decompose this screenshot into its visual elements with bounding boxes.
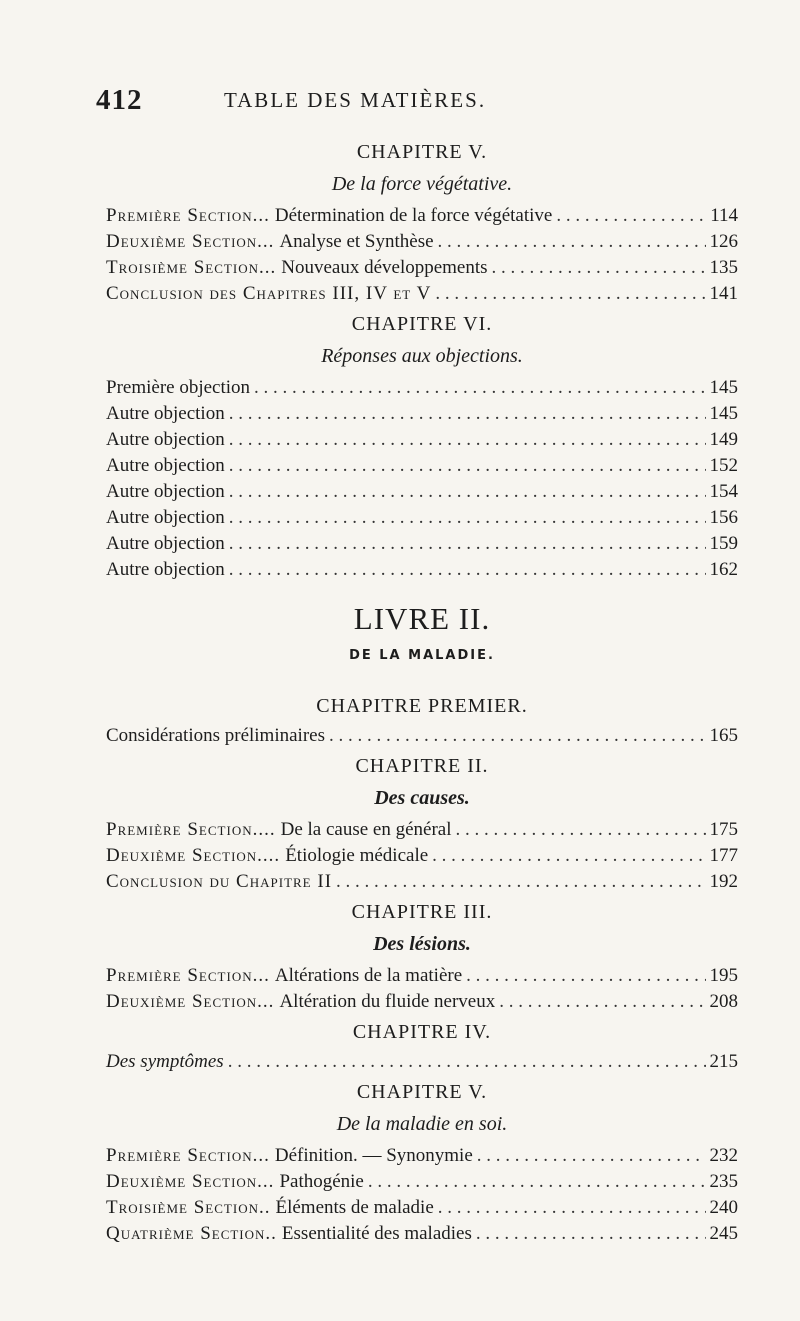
- section-label: Quatrième Section..: [106, 1223, 277, 1244]
- chapter-heading: CHAPITRE II.: [355, 755, 489, 777]
- dot-leader: [432, 843, 705, 869]
- dot-leader: [229, 401, 706, 427]
- toc-entry: [106, 843, 738, 869]
- entry-title: De la cause en général: [280, 819, 452, 840]
- section-label: Conclusion des Chapitres III, IV et V: [106, 283, 432, 304]
- entry-title: Essentialité des maladies: [281, 1223, 472, 1244]
- section-label: Deuxième Section...: [106, 991, 275, 1012]
- toc-entry: [106, 229, 738, 255]
- toc-entry: [106, 1143, 738, 1169]
- toc-entry: [106, 427, 738, 453]
- dot-leader: [556, 203, 706, 229]
- book-part-title: LIVRE II.: [353, 601, 491, 636]
- dot-leader: [254, 375, 705, 401]
- book-part-subtitle: DE LA MALADIE.: [349, 648, 495, 663]
- dot-leader: [229, 479, 706, 505]
- dot-leader: [438, 229, 706, 255]
- chapter-subtitle: Des lésions.: [373, 933, 471, 955]
- entry-page: 235: [709, 1171, 738, 1192]
- toc-entry: [106, 963, 738, 989]
- entry-title: Éléments de maladie: [275, 1197, 434, 1218]
- entry-page: 192: [709, 871, 738, 892]
- dot-leader: [492, 255, 706, 281]
- page-header: [96, 84, 756, 124]
- dot-leader: [438, 1195, 706, 1221]
- entry-page: 165: [709, 725, 738, 746]
- entry-title: Étiologie médicale: [285, 845, 429, 866]
- entry-page: 177: [709, 845, 738, 866]
- chapter-heading: CHAPITRE V.: [356, 1081, 488, 1103]
- toc-entry: [106, 1221, 738, 1247]
- entry-title: Altération du fluide nerveux: [279, 991, 496, 1012]
- entry-title: Des symptômes: [106, 1051, 224, 1072]
- section-label: Conclusion du Chapitre II: [106, 871, 333, 892]
- dot-leader: [435, 281, 705, 307]
- entry-page: 159: [709, 533, 738, 554]
- toc-entry: [106, 479, 738, 505]
- entry-page: 240: [709, 1197, 738, 1218]
- dot-leader: [456, 817, 706, 843]
- entry-title: Détermination de la force végétative: [274, 205, 553, 226]
- table-of-contents: [106, 135, 738, 1247]
- entry-page: 215: [709, 1051, 738, 1072]
- entry-page: 175: [709, 819, 738, 840]
- entry-page: 145: [709, 403, 738, 424]
- dot-leader: [228, 1049, 706, 1075]
- entry-title: Analyse et Synthèse: [279, 231, 434, 252]
- entry-title: Considérations préliminaires: [106, 725, 325, 746]
- dot-leader: [229, 505, 706, 531]
- toc-entry: [106, 1195, 738, 1221]
- section-label: Deuxième Section...: [106, 231, 275, 252]
- dot-leader: [229, 531, 706, 557]
- entry-title: Pathogénie: [279, 1171, 364, 1192]
- section-label: Troisième Section...: [106, 257, 277, 278]
- entry-title: Nouveaux développements: [281, 257, 488, 278]
- dot-leader: [229, 557, 706, 583]
- entry-page: 162: [709, 559, 738, 580]
- toc-entry: [106, 989, 738, 1015]
- toc-entry: [106, 453, 738, 479]
- dot-leader: [336, 869, 705, 895]
- entry-page: 145: [709, 377, 738, 398]
- dot-leader: [368, 1169, 706, 1195]
- toc-entry: [106, 723, 738, 749]
- dot-leader: [476, 1221, 706, 1247]
- entry-page: 126: [709, 231, 738, 252]
- entry-page: 149: [709, 429, 738, 450]
- section-label: Deuxième Section....: [106, 845, 281, 866]
- entry-title: Autre objection: [106, 455, 225, 476]
- toc-entry: [106, 557, 738, 583]
- entry-page: 156: [709, 507, 738, 528]
- dot-leader: [499, 989, 705, 1015]
- entry-title: Définition. — Synonymie: [274, 1145, 473, 1166]
- section-label: Première Section...: [106, 965, 270, 986]
- entry-page: 232: [709, 1145, 738, 1166]
- entry-title: Autre objection: [106, 559, 225, 580]
- entry-page: 195: [709, 965, 738, 986]
- section-label: Première Section...: [106, 1145, 270, 1166]
- page-number: 412: [96, 84, 143, 116]
- section-label: Première Section...: [106, 205, 270, 226]
- entry-page: 152: [709, 455, 738, 476]
- dot-leader: [466, 963, 705, 989]
- toc-entry: [106, 531, 738, 557]
- toc-entry: [106, 869, 738, 895]
- dot-leader: [229, 427, 706, 453]
- entry-page: 245: [709, 1223, 738, 1244]
- chapter-heading: CHAPITRE PREMIER.: [316, 695, 528, 717]
- dot-leader: [477, 1143, 706, 1169]
- entry-title: Première objection: [106, 377, 251, 398]
- toc-entry: [106, 401, 738, 427]
- section-label: Troisième Section..: [106, 1197, 271, 1218]
- toc-entry: [106, 203, 738, 229]
- toc-entry: [106, 255, 738, 281]
- toc-entry: [106, 1049, 738, 1075]
- entry-page: 154: [709, 481, 738, 502]
- toc-entry: [106, 1169, 738, 1195]
- running-head: TABLE DES MATIÈRES.: [224, 88, 487, 112]
- chapter-heading: CHAPITRE IV.: [352, 1021, 492, 1043]
- chapter-subtitle: De la force végétative.: [331, 173, 513, 195]
- toc-entry: [106, 505, 738, 531]
- entry-title: Autre objection: [106, 481, 225, 502]
- entry-page: 135: [709, 257, 738, 278]
- entry-title: Autre objection: [106, 403, 225, 424]
- dot-leader: [229, 453, 706, 479]
- section-label: Deuxième Section...: [106, 1171, 275, 1192]
- toc-entry: [106, 375, 738, 401]
- entry-title: Autre objection: [106, 507, 225, 528]
- chapter-subtitle: Réponses aux objections.: [321, 345, 523, 367]
- section-label: Première Section....: [106, 819, 276, 840]
- chapter-subtitle: De la maladie en soi.: [336, 1113, 508, 1135]
- entry-page: 114: [710, 205, 738, 226]
- toc-entry: [106, 281, 738, 307]
- entry-title: Autre objection: [106, 533, 225, 554]
- entry-page: 208: [709, 991, 738, 1012]
- chapter-subtitle: Des causes.: [374, 787, 470, 809]
- dot-leader: [329, 723, 706, 749]
- entry-title: Altérations de la matière: [274, 965, 463, 986]
- chapter-heading: CHAPITRE III.: [351, 901, 493, 923]
- entry-title: Autre objection: [106, 429, 225, 450]
- entry-page: 141: [709, 283, 738, 304]
- toc-entry: [106, 817, 738, 843]
- chapter-heading: CHAPITRE VI.: [351, 313, 493, 335]
- chapter-heading: CHAPITRE V.: [356, 141, 488, 163]
